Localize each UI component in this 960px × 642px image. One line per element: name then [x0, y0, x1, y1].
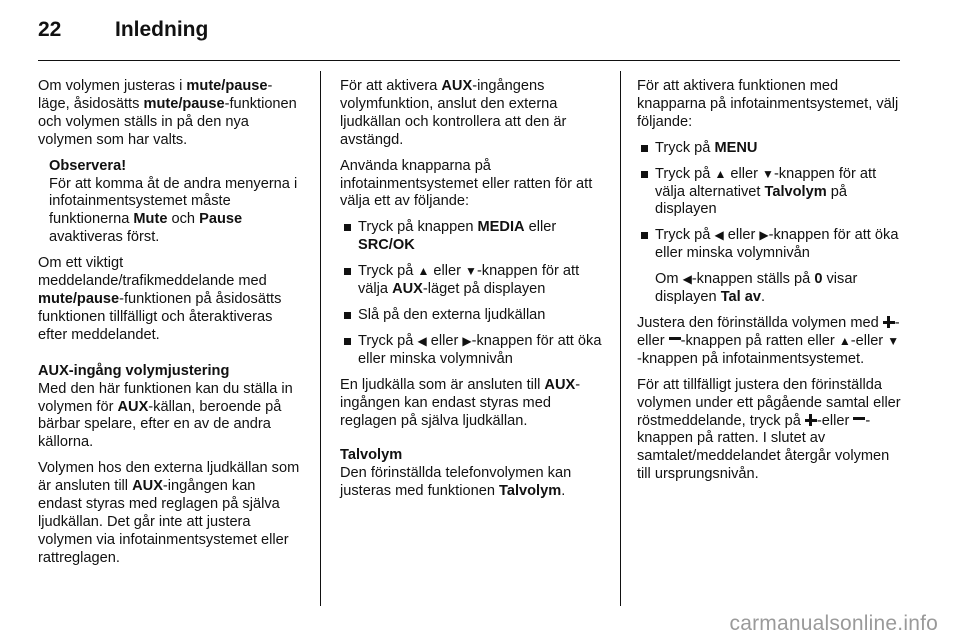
list-item: Tryck på ▲ eller ▼-knappen för att välja alternativet Talvolym på displayen — [637, 166, 903, 220]
page-number: 22 — [38, 18, 62, 41]
up-arrow-icon: ▲ — [714, 166, 727, 181]
up-arrow-icon: ▲ — [838, 333, 851, 348]
paragraph-aux-source: En ljudkälla som är ansluten till AUX-ingången kan endast styras med reglagen på själva ljudkällan. — [340, 376, 581, 429]
section-title-aux: AUX-ingång volymjustering — [38, 362, 230, 379]
left-arrow-icon: ◀ — [417, 333, 427, 348]
down-arrow-icon: ▼ — [465, 264, 477, 279]
column-divider-1 — [320, 71, 321, 606]
list-item: Tryck på knappen MEDIA eller SRC/OK — [340, 219, 606, 255]
minus-icon — [853, 414, 865, 426]
step-list — [637, 140, 903, 263]
plus-icon — [883, 316, 895, 328]
paragraph-traffic-message: Om ett viktigt meddelande/trafikmeddelande med mute/pause-funktionen på åsidosätts funktionen tillfälligt och återaktiveras efter meddelandet. — [38, 255, 282, 343]
right-arrow-icon: ▶ — [462, 333, 472, 348]
list-item: Tryck på ▲ eller ▼-knappen för att välja AUX-läget på displayen — [340, 263, 606, 299]
note-title: Observera! — [49, 157, 127, 174]
list-item: Tryck på ◀ eller ▶-knappen för att öka eller minska volymnivån — [637, 227, 903, 263]
header-divider — [38, 60, 900, 61]
bullet-icon — [641, 232, 648, 239]
list-item: Tryck på ◀ eller ▶-knappen för att öka eller minska volymnivån — [340, 333, 606, 369]
paragraph-use-buttons: Använda knapparna på infotainmentsystemet eller ratten för att välja ett av följande: — [340, 157, 593, 210]
plus-icon — [805, 414, 817, 426]
page-title: Inledning — [115, 18, 209, 41]
page-header — [38, 18, 208, 48]
list-item: Slå på den externa ljudkällan — [340, 307, 606, 325]
paragraph-aux-volume: Volymen hos den externa ljudkällan som är ansluten till AUX-ingången kan endast styras med reglagen på själva ljudkällan. Det går inte att justera volymen via infotainmentsystemet eller rattreglagen. — [38, 460, 300, 566]
note-box — [38, 158, 302, 248]
sub-paragraph-tal-av: Om ◀-knappen ställs på 0 visar displayen Tal av. — [655, 271, 858, 306]
bullet-icon — [641, 145, 648, 152]
down-arrow-icon: ▼ — [762, 166, 774, 181]
list-item: Tryck på MENU — [637, 140, 903, 158]
column-3 — [637, 78, 903, 492]
paragraph-activate-function: För att aktivera funktionen med knapparna på infotainmentsystemet, välj följande: — [637, 78, 899, 130]
section-title-talvolym: Talvolym — [340, 447, 403, 464]
bullet-icon — [344, 338, 351, 345]
paragraph-talvolym: Den förinställda telefonvolymen kan justeras med funktionen Talvolym. — [340, 465, 572, 500]
right-arrow-icon: ▶ — [759, 228, 769, 243]
bullet-icon — [344, 268, 351, 275]
note-text: För att komma åt de andra menyerna i infotainmentsystemet måste funktionerna Mute och Pause avaktiveras först. — [49, 175, 298, 246]
option-list — [340, 219, 606, 368]
left-arrow-icon: ◀ — [682, 272, 692, 287]
left-arrow-icon: ◀ — [714, 228, 724, 243]
minus-icon — [669, 334, 681, 346]
bullet-icon — [641, 171, 648, 178]
column-1 — [38, 78, 302, 576]
column-divider-2 — [620, 71, 621, 606]
bullet-icon — [344, 224, 351, 231]
paragraph-adjust-preset: Justera den förinställda volymen med - eller -knappen på ratten eller ▲-eller ▼-knappen på infotainmentsystemet. — [637, 314, 900, 367]
paragraph-temporary-adjust: För att tillfälligt justera den förinställda volymen under ett pågående samtal eller röstmeddelande, tryck på -eller -knappen på ratten. I slutet av samtalet/meddelandet återgår volymen till ursprungsnivån. — [637, 376, 901, 483]
paragraph-activate-aux: För att aktivera AUX-ingångens volymfunktion, anslut den externa ljudkällan och kontrollera att den är avstängd. — [340, 78, 567, 148]
watermark: carmanualsonline.info — [729, 612, 938, 635]
paragraph-mute-pause: Om volymen justeras i mute/pause-läge, åsidosätts mute/pause-funktionen och volymen ställs in på den nya volymen som har valts. — [38, 78, 297, 148]
down-arrow-icon: ▼ — [887, 333, 900, 348]
column-2 — [340, 78, 606, 509]
bullet-icon — [344, 312, 351, 319]
paragraph-aux-function: Med den här funktionen kan du ställa in volymen för AUX-källan, beroende på bärbar spelare, efter en av de andra källorna. — [38, 380, 293, 451]
up-arrow-icon: ▲ — [417, 264, 430, 279]
